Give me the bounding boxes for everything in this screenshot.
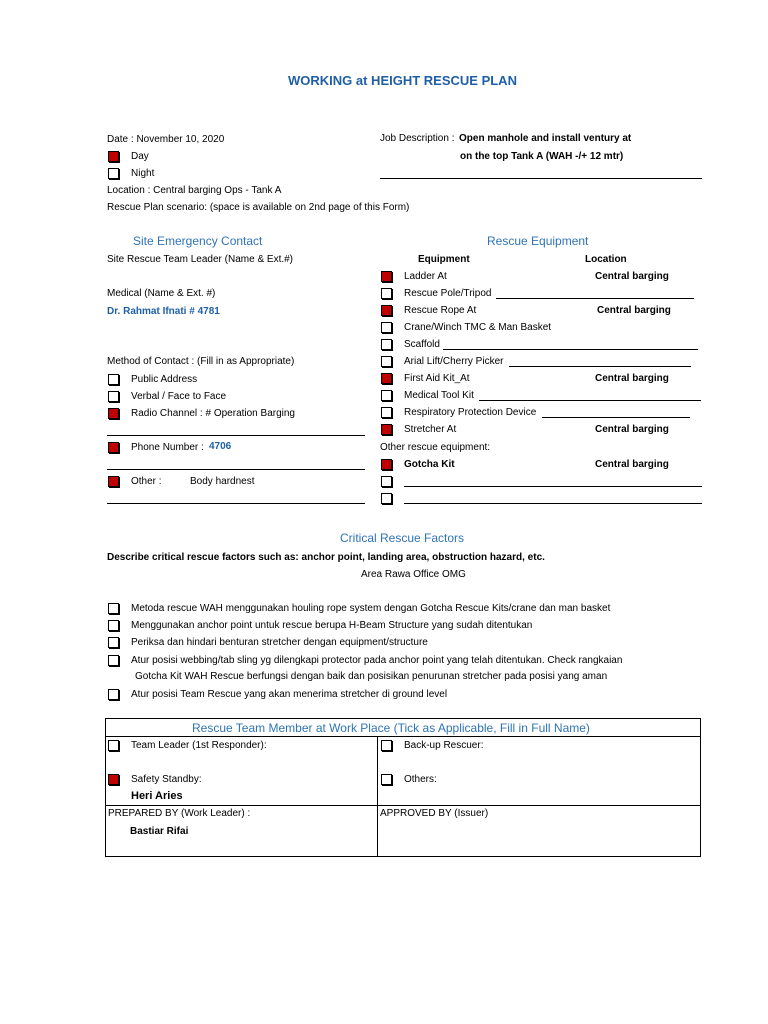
other-equipment-2-line [404, 503, 702, 504]
radio-channel-label: Radio Channel : # Operation Barging [131, 408, 295, 419]
other-equipment-2-checkbox[interactable] [381, 493, 392, 504]
team-leader-label: Team Leader (1st Responder): [131, 740, 267, 751]
method-of-contact-label: Method of Contact : (Fill in as Appropriate) [107, 356, 295, 367]
respiratory-line [542, 417, 690, 418]
ladder-label: Ladder At [404, 271, 447, 282]
stretcher-checkbox[interactable] [381, 424, 392, 435]
approved-by-label: APPROVED BY (Issuer) [380, 808, 489, 819]
safety-standby-checkbox[interactable] [108, 774, 119, 785]
rescue-pole-label: Rescue Pole/Tripod [404, 288, 492, 299]
prepared-by-name: Bastiar Rifai [130, 826, 189, 837]
critical-item-1-checkbox[interactable] [108, 603, 119, 614]
medical-tool-checkbox[interactable] [381, 390, 392, 401]
date-text: Date : November 10, 2020 [107, 134, 225, 145]
job-description-label: Job Description : [380, 133, 455, 144]
other-equipment-1-checkbox[interactable] [381, 476, 392, 487]
medical-label: Medical (Name & Ext. #) [107, 288, 216, 299]
team-leader-contact-label: Site Rescue Team Leader (Name & Ext.#) [107, 254, 294, 265]
other-equipment-heading: Other rescue equipment: [380, 442, 491, 453]
medical-value: Dr. Rahmat Ifnati # 4781 [107, 306, 220, 317]
gotcha-kit-checkbox[interactable] [381, 459, 392, 470]
critical-heading: Critical Rescue Factors [340, 531, 465, 545]
others-checkbox[interactable] [381, 774, 392, 785]
rescue-rope-location: Central barging [597, 305, 671, 316]
other-contact-line [107, 503, 365, 504]
day-label: Day [131, 151, 149, 162]
critical-item-4-checkbox[interactable] [108, 655, 119, 666]
safety-standby-label: Safety Standby: [131, 774, 202, 785]
night-checkbox[interactable] [108, 168, 119, 179]
job-description-value: Open manhole and install ventury at [459, 133, 632, 144]
first-aid-checkbox[interactable] [381, 373, 392, 384]
medical-tool-line [479, 400, 701, 401]
arial-lift-checkbox[interactable] [381, 356, 392, 367]
verbal-label: Verbal / Face to Face [131, 391, 227, 402]
radio-line [107, 435, 365, 436]
crane-winch-checkbox[interactable] [381, 322, 392, 333]
critical-area: Area Rawa Office OMG [361, 569, 466, 580]
radio-channel-checkbox[interactable] [108, 408, 119, 419]
medical-tool-label: Medical Tool Kit [404, 390, 474, 401]
ladder-location: Central barging [595, 271, 669, 282]
critical-item-2: Menggunakan anchor point untuk rescue berupa H-Beam Structure yang sudah ditentukan [131, 620, 533, 631]
critical-item-2-checkbox[interactable] [108, 620, 119, 631]
critical-item-4: Atur posisi webbing/tab sling yg dilengkapi protector pada anchor point yang telah ditentukan. Check rangkaian [131, 655, 623, 666]
critical-item-1: Metoda rescue WAH menggunakan houling rope system dengan Gotcha Rescue Kits/crane dan man basket [131, 603, 611, 614]
day-checkbox[interactable] [108, 151, 119, 162]
first-aid-label: First Aid Kit_At [404, 373, 470, 384]
backup-rescuer-label: Back-up Rescuer: [404, 740, 484, 751]
respiratory-label: Respiratory Protection Device [404, 407, 537, 418]
verbal-checkbox[interactable] [108, 391, 119, 402]
scenario-text: Rescue Plan scenario: (space is available on 2nd page of this Form) [107, 202, 410, 213]
arial-lift-label: Arial Lift/Cherry Picker [404, 356, 504, 367]
scaffold-label: Scaffold [404, 339, 440, 350]
location-text: Location : Central barging Ops - Tank A [107, 185, 282, 196]
phone-line [107, 469, 365, 470]
public-address-label: Public Address [131, 374, 198, 385]
critical-item-3: Periksa dan hindari benturan stretcher dengan equipment/structure [131, 637, 428, 648]
scaffold-line [443, 349, 698, 350]
emergency-heading: Site Emergency Contact [133, 234, 263, 248]
arial-lift-line [509, 366, 691, 367]
rescue-pole-checkbox[interactable] [381, 288, 392, 299]
page-title: WORKING at HEIGHT RESCUE PLAN [288, 73, 517, 88]
ladder-checkbox[interactable] [381, 271, 392, 282]
crane-winch-label: Crane/Winch TMC & Man Basket [404, 322, 552, 333]
rescue-rope-checkbox[interactable] [381, 305, 392, 316]
rescue-rope-label: Rescue Rope At [404, 305, 477, 316]
critical-description: Describe critical rescue factors such as: anchor point, landing area, obstruction hazard, etc. [107, 552, 545, 563]
critical-item-5-checkbox[interactable] [108, 689, 119, 700]
other-contact-label: Other : [131, 476, 162, 487]
job-description-line [380, 178, 702, 179]
safety-standby-name: Heri Aries [131, 790, 183, 802]
equipment-heading: Rescue Equipment [487, 234, 589, 248]
backup-rescuer-checkbox[interactable] [381, 740, 392, 751]
critical-item-3-checkbox[interactable] [108, 637, 119, 648]
first-aid-location: Central barging [595, 373, 669, 384]
critical-item-5: Atur posisi Team Rescue yang akan menerima stretcher di ground level [131, 689, 448, 700]
phone-value: 4706 [209, 441, 232, 452]
other-contact-value: Body hardnest [190, 476, 255, 487]
job-description-value-2: on the top Tank A (WAH -/+ 12 mtr) [460, 151, 624, 162]
team-heading: Rescue Team Member at Work Place (Tick as Applicable, Fill in Full Name) [192, 721, 590, 735]
night-label: Night [131, 168, 155, 179]
location-column-header: Location [585, 254, 627, 265]
equipment-column-header: Equipment [418, 254, 470, 265]
scaffold-checkbox[interactable] [381, 339, 392, 350]
gotcha-kit-location: Central barging [595, 459, 669, 470]
team-leader-checkbox[interactable] [108, 740, 119, 751]
respiratory-checkbox[interactable] [381, 407, 392, 418]
phone-label: Phone Number : [131, 442, 204, 453]
stretcher-label: Stretcher At [404, 424, 457, 435]
others-label: Others: [404, 774, 437, 785]
stretcher-location: Central barging [595, 424, 669, 435]
critical-item-4-continued: Gotcha Kit WAH Rescue berfungsi dengan baik dan posisikan penurunan stretcher pada posisi yang aman [135, 671, 608, 682]
gotcha-kit-label: Gotcha Kit [404, 459, 455, 470]
rescue-pole-line [496, 298, 694, 299]
phone-checkbox[interactable] [108, 442, 119, 453]
other-equipment-1-line [404, 486, 702, 487]
prepared-by-label: PREPARED BY (Work Leader) : [108, 808, 251, 819]
other-contact-checkbox[interactable] [108, 476, 119, 487]
public-address-checkbox[interactable] [108, 374, 119, 385]
